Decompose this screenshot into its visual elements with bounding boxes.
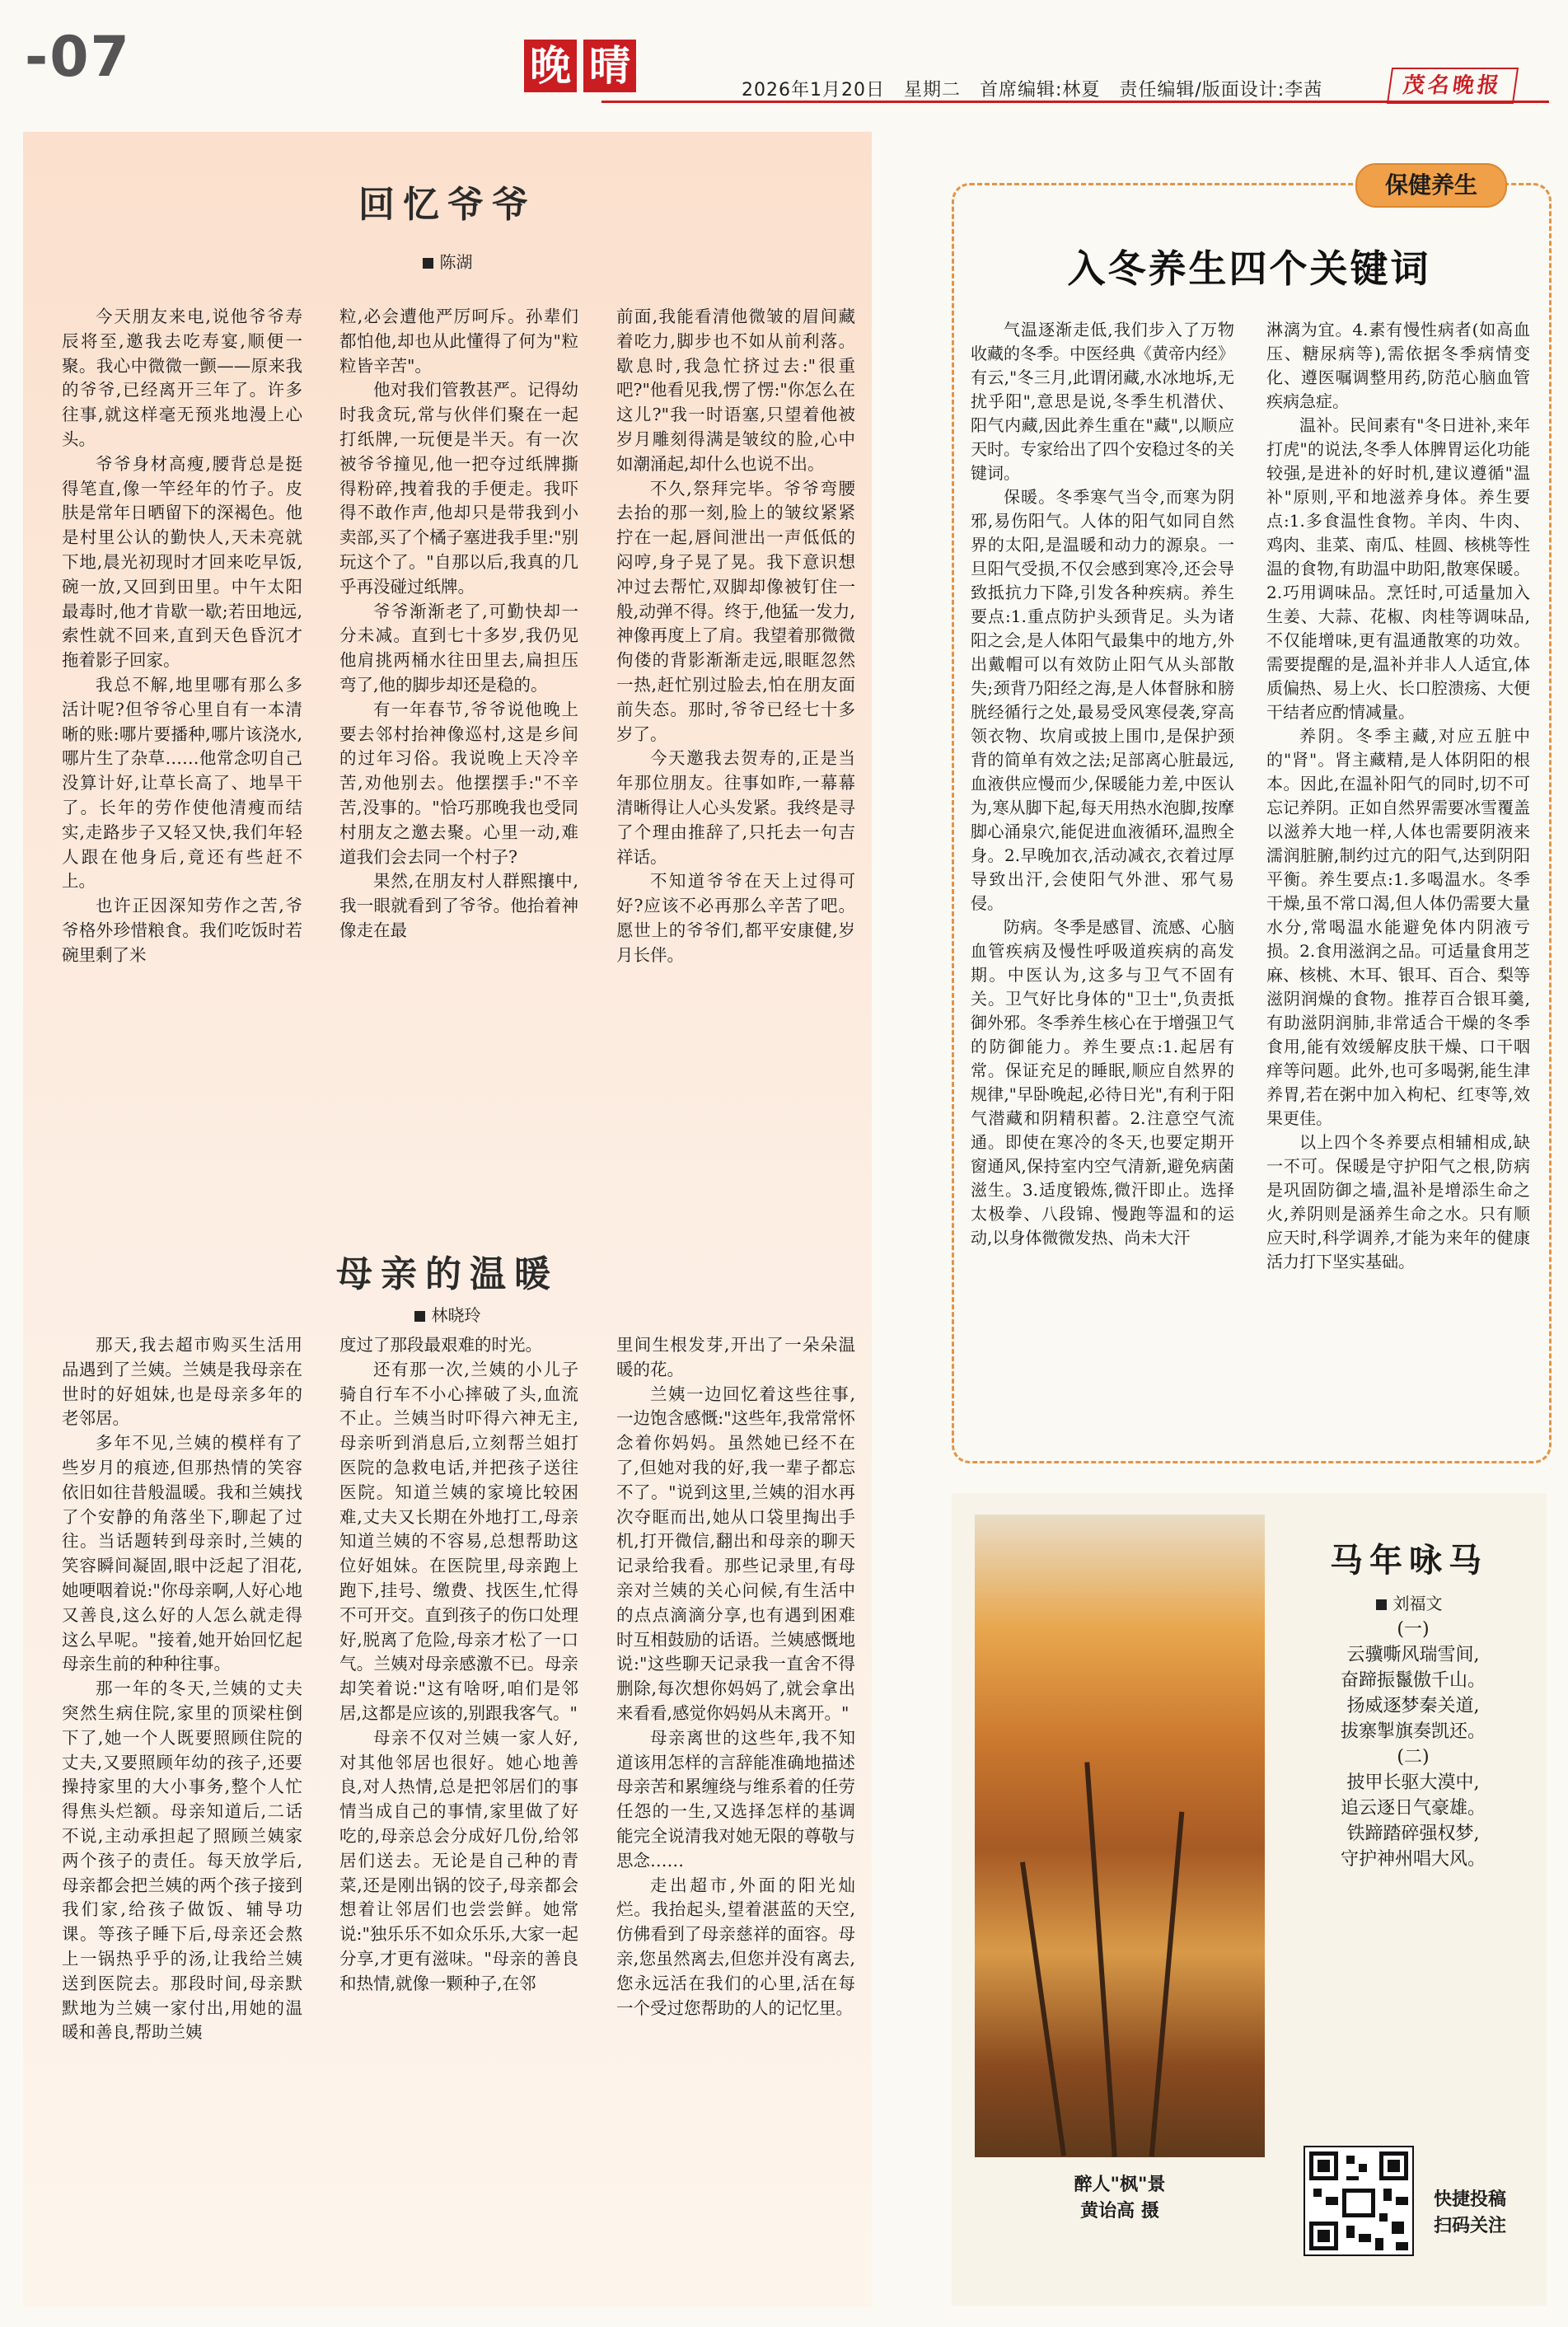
header-info: 2026年1月20日 星期二 首席编辑:林夏 责任编辑/版面设计:李茜 (742, 80, 1323, 101)
paragraph: 今天朋友来电,说他爷爷寿辰将至,邀我去吃寿宴,顺便一聚。我心中微微一颤——原来我的爷爷,已经离开三年了。许多往事,就这样毫无预兆地漫上心头。 (62, 307, 302, 449)
poem-line: 拔寨掣旗奏凯还。 (1340, 1721, 1486, 1742)
paragraph: 有一年春节,爷爷说他晚上要去邻村抬神像巡村,这是乡间的过年习俗。我说晚上天冷辛苦,劝他别去。他摆摆手:"不辛苦,没事的。"恰巧那晚我也受同村朋友之邀去聚。心里一动,难道我们会去同一个村子? (339, 699, 578, 867)
paragraph: 还有那一次,兰姨的小儿子骑自行车不小心摔破了头,血流不止。兰姨当时吓得六神无主,母亲听到消息后,立刻帮兰姐打医院的急救电话,并把孩子送往医院。知道兰姨的家境比较困难,丈夫又长期在外地打工,母亲知道兰姨的不容易,总想帮助这位好姐妹。在医院里,母亲跑上跑下,挂号、缴费、找医生,忙得不可开交。直到孩子的伤口处理好,脱离了危险,母亲才松了一口气。兰姨对母亲感激不已。母亲却笑着说:"这有啥呀,咱们是邻居,这都是应该的,别跟我客气。" (339, 1359, 578, 1723)
paragraph: 走出超市,外面的阳光灿烂。我抬起头,望着湛蓝的天空,仿佛看到了母亲慈祥的面容。母亲,您虽然离去,但您并没有离去,您永远活在我们的心里,活在每一个受过您帮助的人的记忆里。 (616, 1875, 855, 2018)
paragraph: 也许正因深知劳作之苦,爷爷格外珍惜粮食。我们吃饭时若碗里剩了米 (62, 896, 302, 965)
paragraph: 我总不解,地里哪有那么多活计呢?但爷爷心里自有一本清晰的账:哪片要播种,哪片该浇水,哪片生了杂草……他常念叨自己没算计好,让草长高了、地旱干了。长年的劳作使他清瘦而结实,走路步子又轻又快,我们年轻人跟在他身后,竟还有些赶不上。 (62, 674, 302, 892)
article1-col1 (62, 305, 302, 968)
poem-body (1318, 1617, 1508, 1872)
section-title (524, 40, 636, 92)
article2-col1 (62, 1333, 302, 2045)
caption-credit: 黄诒高 摄 (1080, 2201, 1159, 2222)
poem-byline (1285, 1590, 1533, 1614)
paragraph: 那一年的冬天,兰姨的丈夫突然生病住院,家里的顶梁柱倒下了,她一个人既要照顾住院的丈夫,又要照顾年幼的孩子,还要操持家里的大小事务,整个人忙得焦头烂额。母亲知道后,二话不说,主动承担起了照顾兰姨家两个孩子的责任。每天放学后,母亲都会把兰姨的两个孩子接到我们家,给孩子做饭、辅导功课。等孩子睡下后,母亲还会熬上一锅热乎乎的汤,让我给兰姨送到医院去。那段时间,母亲默默地为兰姨一家付出,用她的温暖和善良,帮助兰姨 (62, 1679, 302, 2043)
article2-col2 (339, 1333, 578, 1997)
paragraph: 防病。冬季是感冒、流感、心脑血管疾病及慢性呼吸道疾病的高发期。中医认为,这多与卫气不固有关。卫气好比身体的"卫士",负责抵御外邪。冬季养生核心在于增强卫气的防御能力。养生要点:1.起居有常。保证充足的睡眠,顺应自然界的规律,"早卧晚起,必待日光",有利于阳气潜藏和阴精积蓄。2.注意空气流通。即使在寒冷的冬天,也要定期开窗通风,保持室内空气清新,避免病菌滋生。3.适度锻炼,微汗即止。选择太极拳、八段锦、慢跑等温和的运动,以身体微微发热、尚未大汗 (971, 917, 1234, 1248)
article1-author: 陈湖 (439, 252, 473, 272)
byline-square (423, 258, 433, 269)
paragraph: 果然,在朋友村人群熙攘中,我一眼就看到了爷爷。他抬着神像走在最 (339, 871, 578, 940)
qr-label-line: 快捷投稿 (1434, 2189, 1507, 2210)
paragraph: 前面,我能看清他微皱的眉间藏着吃力,脚步也不如从前利落。歇息时,我急忙挤过去:"很重吧?"他看见我,愣了愣:"你怎么在这儿?"我一时语塞,只望着他被岁月雕刻得满是皱纹的脸,心中如潮涌起,却什么也说不出。 (616, 307, 855, 474)
paragraph: 爷爷渐渐老了,可勤快却一分未减。直到七十多岁,我仍见他肩挑两桶水往田里去,扁担压弯了,他的脚步却还是稳的。 (339, 601, 578, 695)
health-tag: 保健养生 (1355, 163, 1507, 208)
paragraph: 不久,祭拜完毕。爷爷弯腰去抬的那一刻,脸上的皱纹紧紧拧在一起,唇间泄出一声低低的闷哼,身子晃了晃。我下意识想冲过去帮忙,双脚却像被钉住一般,动弹不得。终于,他猛一发力,神像再度上了肩。我望着那微微佝偻的背影渐渐走远,眼眶忽然一热,赶忙别过脸去,怕在朋友面前失态。那时,爷爷已经七十多岁了。 (616, 478, 855, 744)
tree-trunk (1084, 1762, 1116, 2156)
paragraph: 粒,必会遭他严厉呵斥。孙辈们都怕他,却也从此懂得了何为"粒粒皆辛苦"。 (339, 307, 578, 376)
paragraph: 以上四个冬养要点相辅相成,缺一不可。保暖是守护阳气之根,防病是巩固防御之墙,温补是增添生命之火,养阴则是涵养生命之水。只有顺应天时,科学调养,才能为来年的健康活力打下坚实基础。 (1266, 1132, 1530, 1271)
paragraph: 温补。民间素有"冬日进补,来年打虎"的说法,冬季人体脾胃运化功能较强,是进补的好时机,建议遵循"温补"原则,平和地滋养身体。养生要点:1.多食温性食物。羊肉、牛肉、鸡肉、韭菜、南瓜、桂圆、核桃等性温的食物,有助温中助阳,散寒保暖。2.巧用调味品。烹饪时,可适量加入生姜、大蒜、花椒、肉桂等调味品,不仅能增味,更有温通散寒的功效。需要提醒的是,温补并非人人适宜,体质偏热、易上火、长口腔溃疡、大便干结者应酌情减量。 (1266, 415, 1530, 722)
photo-caption (975, 2172, 1265, 2225)
paragraph: 气温逐渐走低,我们步入了万物收藏的冬季。中医经典《黄帝内经》有云,"冬三月,此谓闭藏,水冰地坼,无扰乎阳",意思是说,冬季生机潜伏、阳气内藏,因此养生重在"藏",以顺应天时。专家给出了四个安稳过冬的关键词。 (971, 320, 1234, 483)
paragraph: 淋漓为宜。4.素有慢性病者(如高血压、糖尿病等),需依据冬季病情变化、遵医嘱调整用药,防范心脑血管疾病急症。 (1266, 320, 1530, 411)
newspaper-logo: 茂名晚报 (1387, 68, 1519, 104)
poem-part-label: (二) (1397, 1747, 1430, 1767)
paragraph: 母亲离世的这些年,我不知道该用怎样的言辞能准确地描述母亲苦和累缠绕与维系着的任劳任怨的一生,又选择怎样的基调能完全说清我对她无限的尊敬与思念…… (616, 1727, 855, 1870)
paragraph: 度过了那段最艰难的时光。 (339, 1335, 542, 1355)
caption-title: 醉人"枫"景 (1074, 2175, 1166, 2195)
article1-title: 回忆爷爷 (358, 184, 536, 226)
poem-part-label: (一) (1397, 1619, 1430, 1640)
paragraph: 不知道爷爷在天上过得可好?应该不必再那么辛苦了吧。愿世上的爷爷们,都平安康健,岁月长伴。 (616, 871, 855, 965)
paragraph: 保暖。冬季寒气当令,而寒为阴邪,易伤阳气。人体的阳气如同自然界的太阳,是温暖和动力的源泉。一旦阳气受损,不仅会感到寒冷,还会导致抵抗力下降,引发各种疾病。养生要点:1.重点防护头颈背足。头为诸阳之会,是人体阳气最集中的地方,外出戴帽可以有效防止阳气从头部散失;颈背乃阳经之海,是人体督脉和膀胱经循行之处,最易受风寒侵袭,穿高领衣物、坎肩或披上围巾,是保护颈背的简单有效之法;足部离心脏最远,血液供应慢而少,保暖能力差,中医认为,寒从脚下起,每天用热水泡脚,按摩脚心涌泉穴,能促进血液循环,温煦全身。2.早晚加衣,活动减衣,衣着过厚导致出汗,会使阳气外泄、邪气易侵。 (971, 487, 1234, 913)
article1-col3 (616, 305, 855, 968)
poem-line: 奋蹄振鬣傲千山。 (1340, 1670, 1486, 1691)
article2-col3 (616, 1333, 855, 2020)
paragraph: 爷爷身材高瘦,腰背总是挺得笔直,像一竿经年的竹子。皮肤是常年日晒留下的深褐色。他是村里公认的勤快人,天未亮就下地,晨光初现时才回来吃早饭,碗一放,又回到田里。中午太阳最毒时,他才肯歇一歇;若田地远,索性就不回来,直到天色昏沉才拖着影子回家。 (62, 453, 302, 671)
health-col2 (1266, 318, 1530, 1274)
article1-byline (23, 249, 872, 273)
qr-label (1434, 2187, 1506, 2240)
poem-line: 守护神州唱大风。 (1340, 1849, 1486, 1870)
poem-line: 铁蹄踏碎强权梦, (1346, 1824, 1480, 1844)
byline-square (414, 1311, 425, 1322)
paragraph: 里间生根发芽,开出了一朵朵温暖的花。 (616, 1335, 855, 1379)
article2-author: 林晓玲 (431, 1305, 481, 1325)
article2-byline (23, 1302, 872, 1326)
poem-author: 刘福文 (1392, 1594, 1443, 1613)
paragraph: 母亲不仅对兰姨一家人好,对其他邻居也很好。她心地善良,对人热情,总是把邻居们的事情当成自己的事情,家里做了好吃的,母亲总会分成好几份,给邻居们送去。无论是自己种的青菜,还是刚出锅的饺子,母亲都会想着让邻居们也尝尝鲜。她常说:"独乐乐不如众乐乐,大家一起分享,才更有滋味。"母亲的善良和热情,就像一颗种子,在邻 (339, 1727, 578, 1993)
tree-trunk (1020, 1861, 1066, 2156)
paragraph: 多年不见,兰姨的模样有了些岁月的痕迹,但那热情的笑容依旧如往昔般温暖。我和兰姨找了个安静的角落坐下,聊起了过往。当话题转到母亲时,兰姨的笑容瞬间凝固,眼中泛起了泪花,她哽咽着说:"你母亲啊,人好心地又善良,这么好的人怎么就走得这么早呢。"接着,她开始回忆起母亲生前的种种往事。 (62, 1433, 302, 1674)
poem-line: 扬威逐梦秦关道, (1346, 1696, 1480, 1716)
paragraph: 他对我们管教甚严。记得幼时我贪玩,常与伙伴们聚在一起打纸牌,一玩便是半天。有一次被爷爷撞见,他一把夺过纸牌撕得粉碎,拽着我的手便走。我吓得不敢作声,他却只是带我到小卖部,买了个橘子塞进我手里:"别玩这个了。"自那以后,我真的几乎再没碰过纸牌。 (339, 380, 578, 597)
health-title: 入冬养生四个关键词 (1067, 246, 1431, 291)
paragraph: 兰姨一边回忆着这些往事,一边饱含感慨:"这些年,我常常怀念着你妈妈。虽然她已经不在了,但她对我的好,我一辈子都忘不了。"说到这里,兰姨的泪水再次夺眶而出,她从口袋里掏出手机,打开微信,翻出和母亲的聊天记录给我看。那些记录里,有母亲对兰姨的关心问候,有生活中的点点滴滴分享,也有遇到困难时互相鼓励的话语。兰姨感慨地说:"这些聊天记录我一直舍不得删除,每次想你妈妈了,就会拿出来看看,感觉你妈妈从未离开。" (616, 1384, 855, 1723)
paragraph: 那天,我去超市购买生活用品遇到了兰姨。兰姨是我母亲在世时的好姐妹,也是母亲多年的老邻居。 (62, 1335, 302, 1429)
maple-photo (975, 1515, 1265, 2157)
paragraph: 今天邀我去贺寿的,正是当年那位朋友。往事如昨,一幕幕清晰得让人心头发紧。我终是寻了个理由推辞了,只托去一句吉祥话。 (616, 748, 855, 867)
qr-label-line: 扫码关注 (1434, 2216, 1507, 2236)
section-char: 晚 (524, 40, 577, 92)
tree-trunk (1149, 1812, 1185, 2157)
poem-line: 追云逐日气豪雄。 (1340, 1798, 1486, 1819)
poem-title: 马年咏马 (1330, 1541, 1488, 1580)
article1-col2 (339, 305, 578, 943)
section-char: 晴 (583, 40, 636, 92)
byline-square (1376, 1599, 1387, 1610)
page-number: -07 (25, 25, 131, 90)
poem-line: 云骥嘶风瑞雪间, (1346, 1645, 1480, 1665)
qr-code-icon[interactable] (1304, 2146, 1414, 2256)
health-col1 (971, 318, 1234, 1250)
paragraph: 养阴。冬季主藏,对应五脏中的"肾"。肾主藏精,是人体阴阳的根本。因此,在温补阳气的同时,切不可忘记养阴。正如自然界需要冰雪覆盖以滋养大地一样,人体也需要阴液来濡润脏腑,制约过亢的阳气,达到阴阳平衡。养生要点:1.多喝温水。冬季干燥,虽不常口渴,但人体仍需要大量水分,常喝温水能避免体内阴液亏损。2.食用滋润之品。可适量食用芝麻、核桃、木耳、银耳、百合、梨等滋阴润燥的食物。推荐百合银耳羹,有助滋阴润肺,非常适合干燥的冬季食用,能有效缓解皮肤干燥、口干咽痒等问题。此外,也可多喝粥,能生津养胃,若在粥中加入枸杞、红枣等,效果更佳。 (1266, 726, 1530, 1128)
article2-title: 母亲的温暖 (336, 1253, 559, 1295)
poem-line: 披甲长驱大漠中, (1346, 1772, 1480, 1793)
